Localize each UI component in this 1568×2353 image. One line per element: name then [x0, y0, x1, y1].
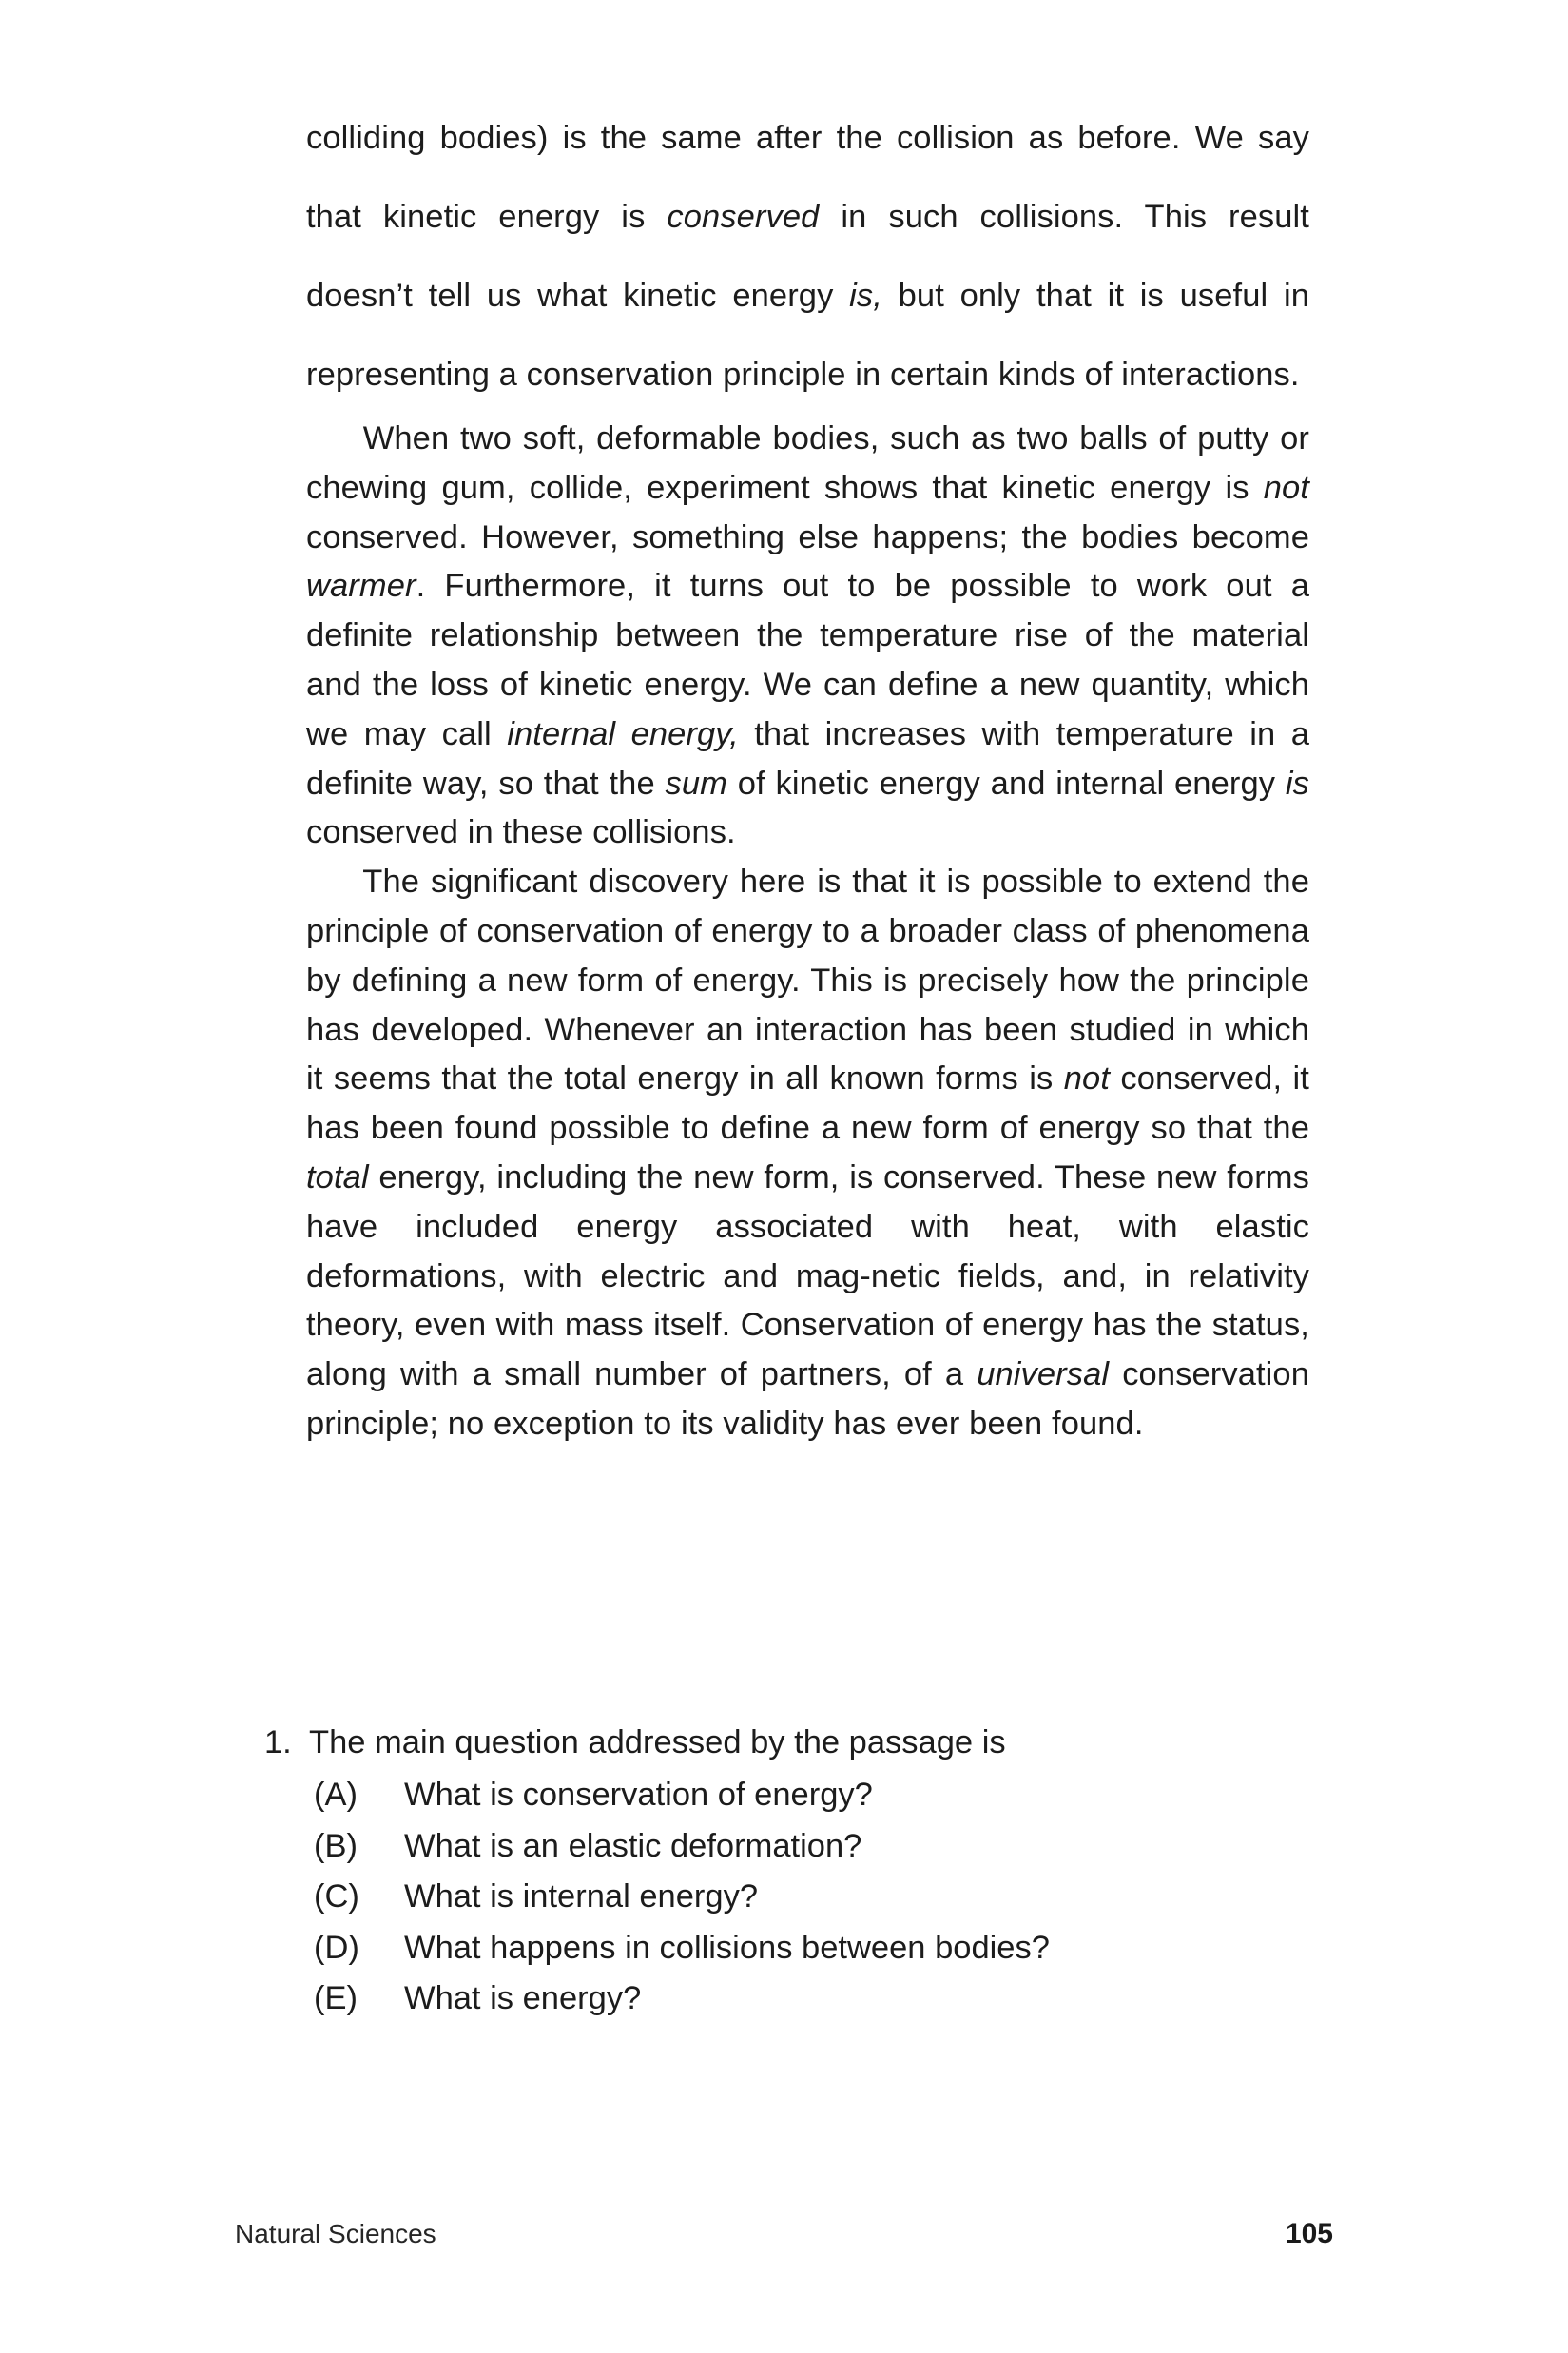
choice-c-text: What is internal energy? — [404, 1878, 759, 1915]
paragraph-2-segment-11: conserved in these collisions. — [306, 814, 736, 851]
paragraph-3-segment-1: The significant discovery here is that it is possible to extend the principle of conservation of energy to a broader class of phenomena by defining a new form of energy. This is precisely how the principle has developed. Whenever an interaction has been studied in which it seems that the total energy in all known forms is — [306, 864, 1310, 1098]
paragraph-2-segment-1: When two soft, deformable bodies, such as two balls of putty or chewing gum, collide, experiment shows that kinetic energy is — [306, 420, 1309, 506]
passage-paragraph-3 — [306, 858, 1309, 1449]
paragraph-2-segment-3: conserved. However, something else happens; the bodies become — [306, 518, 1309, 555]
passage-paragraph-2 — [306, 415, 1309, 858]
choice-d-text: What happens in collisions between bodies? — [404, 1929, 1050, 1966]
passage-paragraph-1 — [306, 99, 1309, 415]
paragraph-3-segment-7: conservation principle; no exception to its validity has ever been found. — [306, 1356, 1310, 1442]
footer-section-label: Natural Sciences — [235, 2219, 436, 2248]
choice-e-text: What is energy? — [404, 1980, 642, 2016]
choice-e-letter: (E) — [314, 1980, 358, 2016]
paragraph-2-segment-6-italic: internal energy, — [507, 715, 739, 752]
paragraph-3-segment-6-italic: universal — [977, 1356, 1110, 1393]
choice-a[interactable] — [264, 1770, 1310, 1821]
paragraph-3-segment-4-italic: total — [306, 1158, 369, 1196]
paragraph-1-segment-3: in such collisions. This result doesn’t tell us what kinetic energy — [306, 199, 1309, 314]
passage-text-column — [306, 99, 1309, 1449]
paragraph-3-segment-2-italic: not — [1063, 1060, 1111, 1098]
paragraph-2-segment-4-italic: warmer — [306, 568, 416, 605]
page-footer — [235, 2218, 1333, 2250]
paragraph-3-segment-3: conserved, it has been found possible to define a new form of energy so that the — [306, 1060, 1309, 1147]
choice-a-text: What is conservation of energy? — [404, 1777, 873, 1813]
paragraph-1-segment-5: but only that it is useful in representing a conservation principle in certain kinds of interactions. — [306, 278, 1309, 393]
paragraph-2-segment-5: . Furthermore, it turns out to be possible to work out a definite relationship between the temperature rise of the material and the loss of kinetic energy. We can define a new quantity, which we may call — [306, 568, 1309, 752]
paragraph-1-segment-2-italic: conserved — [667, 199, 820, 235]
paragraph-1-segment-4-italic: is, — [849, 278, 882, 314]
choice-c-letter: (C) — [314, 1878, 359, 1915]
question-block — [264, 1718, 1310, 2025]
question-1-stem: The main question addressed by the passage is — [309, 1724, 1006, 1760]
paragraph-2-segment-10-italic: is — [1285, 765, 1309, 802]
choice-d[interactable] — [264, 1923, 1310, 1974]
choice-d-letter: (D) — [314, 1929, 359, 1966]
paragraph-2-segment-9: of kinetic energy and internal energy — [727, 765, 1286, 802]
choice-b[interactable] — [264, 1821, 1310, 1873]
paragraph-2-segment-8-italic: sum — [665, 765, 728, 802]
question-1 — [264, 1718, 1310, 1768]
choice-e[interactable] — [264, 1974, 1310, 2025]
paragraph-1-segment-1: colliding bodies) is the same after the collision as before. We say that kinetic energy is — [306, 120, 1309, 235]
paragraph-2-segment-2-italic: not — [1263, 469, 1309, 506]
choice-a-letter: (A) — [314, 1777, 358, 1813]
question-1-number: 1. — [264, 1724, 292, 1760]
paragraph-3-segment-5: energy, including the new form, is conserved. These new forms have included energy associated with heat, with elastic deformations, with electric and mag-netic fields, and, in relativity theory, even with mass itself. Conservation of energy has the status, along with a small number of partners, of a — [306, 1158, 1309, 1393]
footer-page-number: 105 — [1285, 2218, 1333, 2249]
paragraph-2-segment-7: that increases with temperature in a definite way, so that the — [306, 715, 1309, 802]
question-1-choices — [264, 1770, 1310, 2025]
choice-b-text: What is an elastic deformation? — [404, 1827, 862, 1864]
choice-b-letter: (B) — [314, 1827, 358, 1864]
choice-c[interactable] — [264, 1872, 1310, 1923]
